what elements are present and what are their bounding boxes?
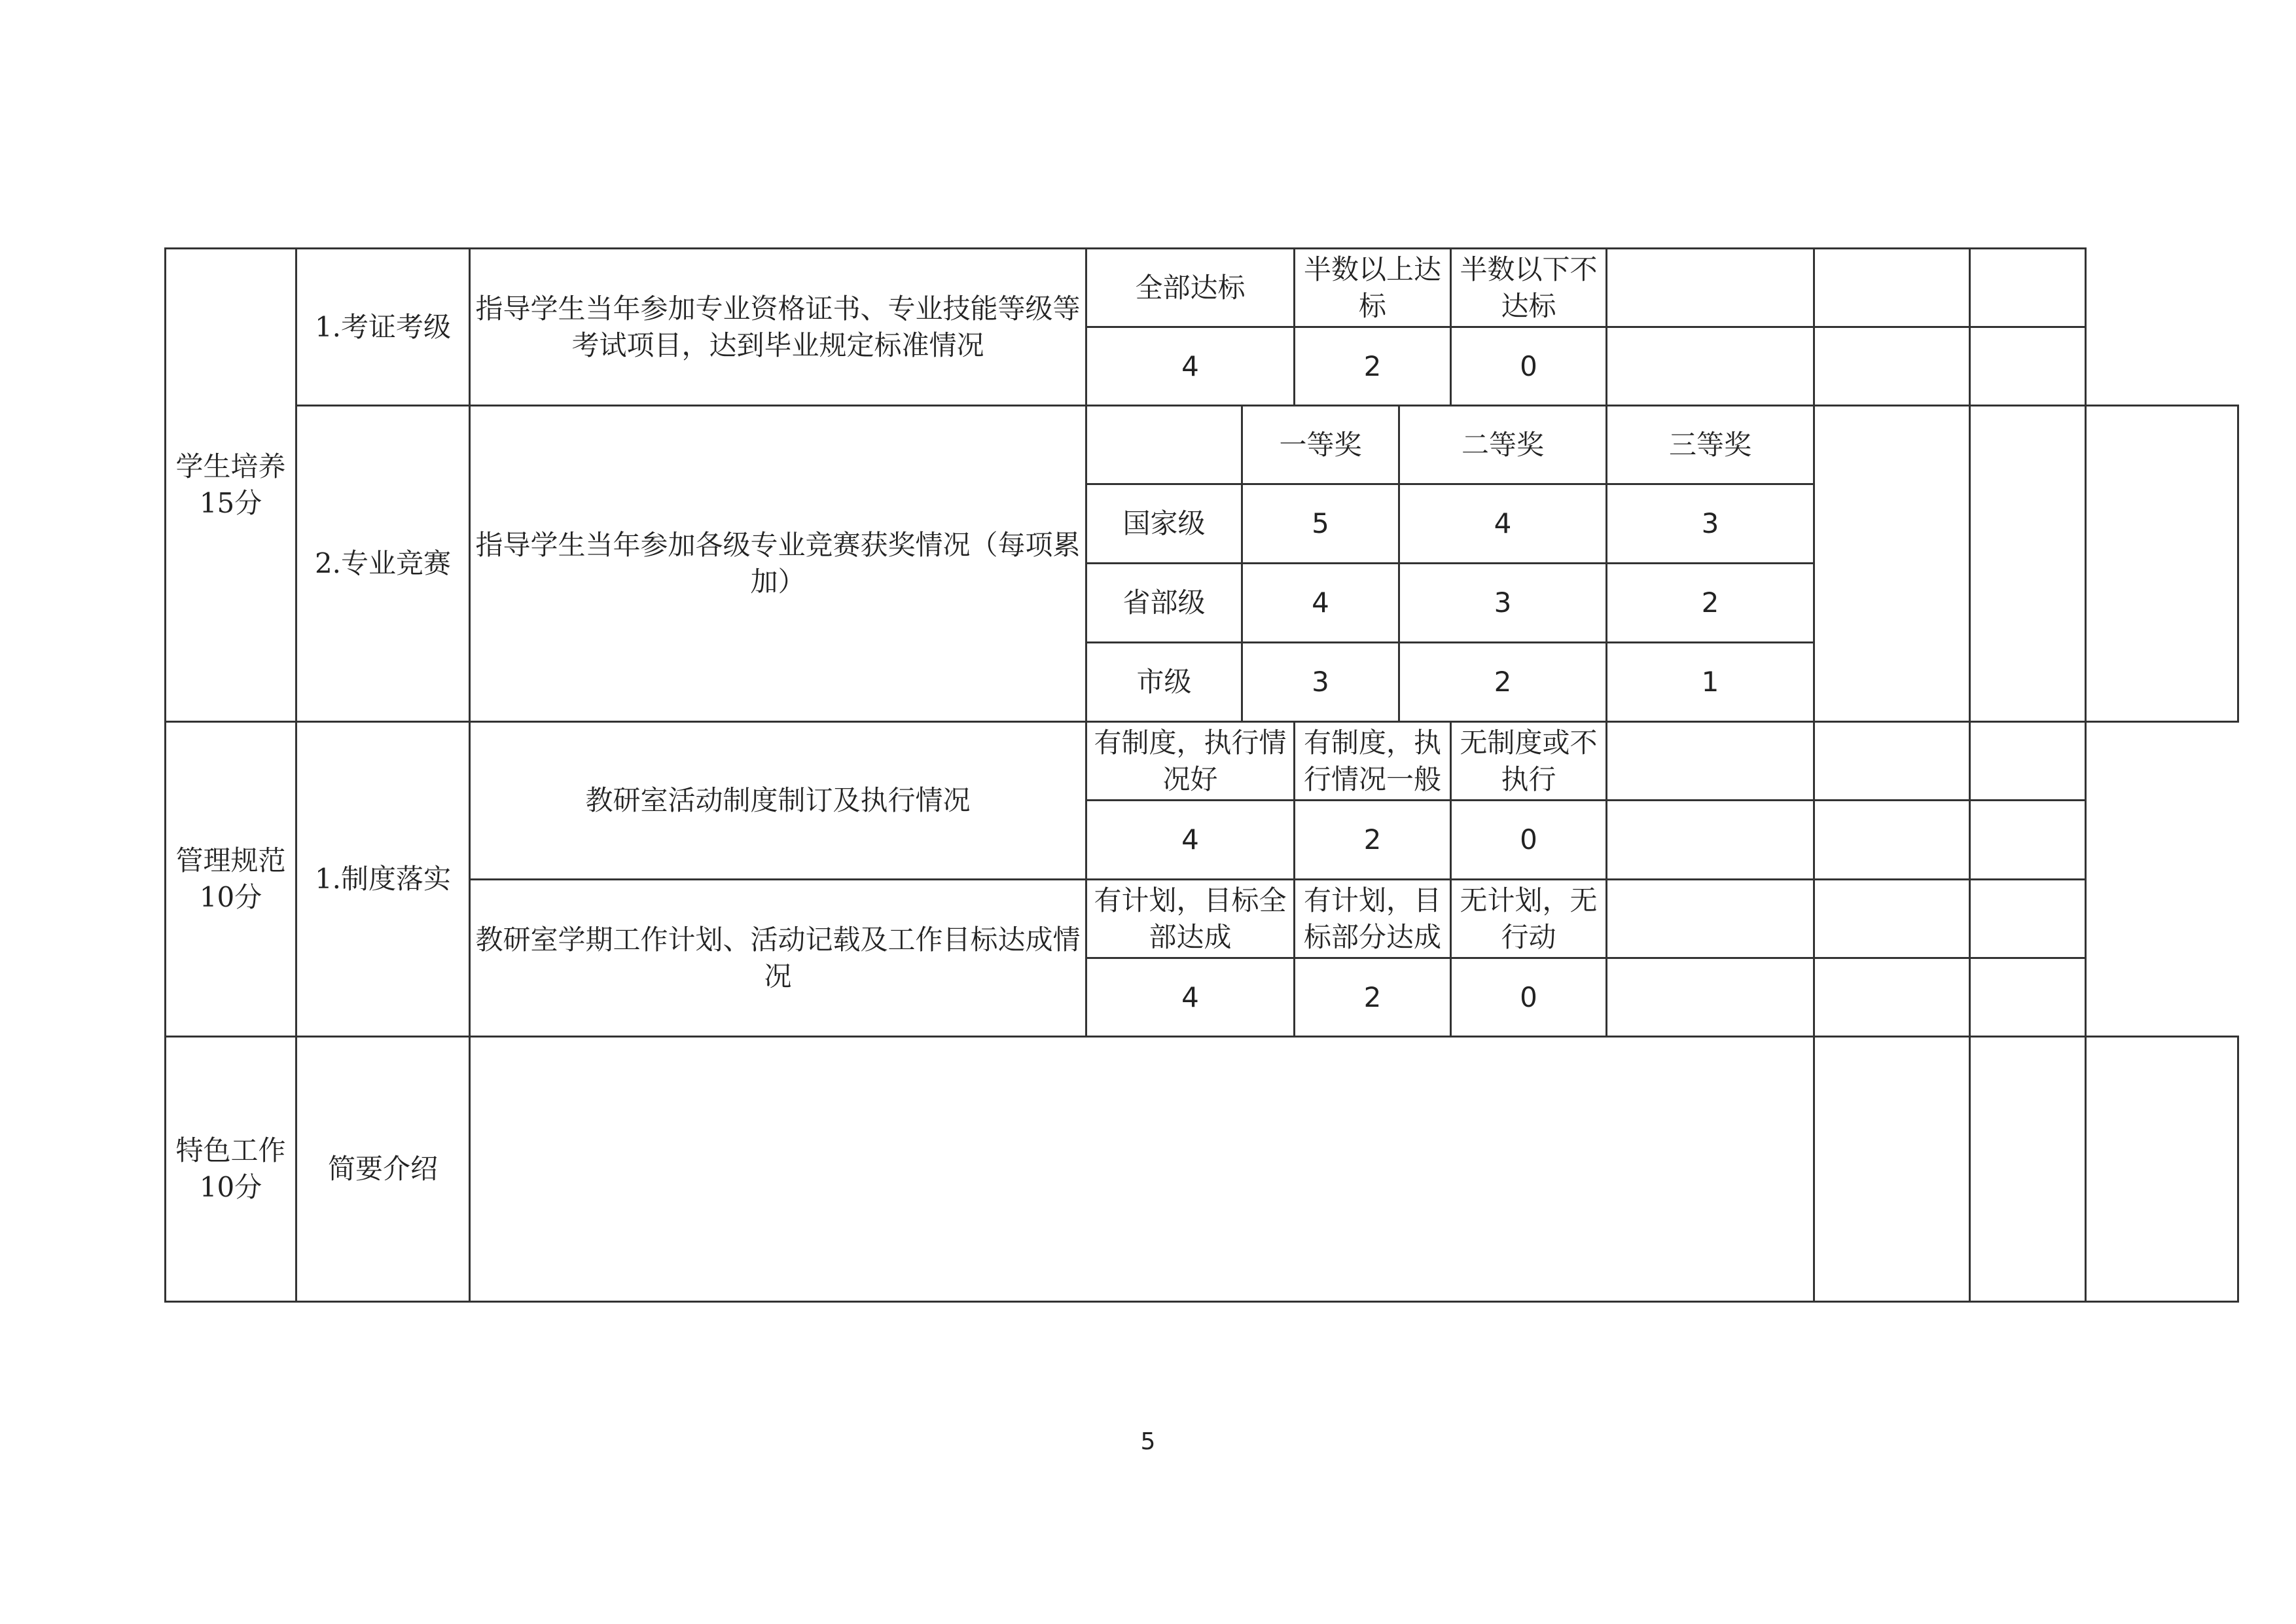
level-cell: 有计划，目标全部达成 (1086, 880, 1295, 958)
blank-cell[interactable] (1970, 958, 2086, 1037)
blank-cell[interactable] (1607, 327, 1814, 406)
award-cell: 二等奖 (1399, 406, 1607, 484)
blank-cell[interactable] (1607, 801, 1814, 880)
score-cell: 0 (1451, 327, 1607, 406)
blank-cell[interactable] (1814, 1037, 1970, 1302)
blank-cell[interactable] (2086, 406, 2238, 722)
subitem-cell: 1.考证考级 (296, 249, 470, 406)
category-cell: 管理规范10分 (166, 722, 296, 1037)
level-header-cell (1086, 406, 1242, 484)
blank-cell[interactable] (1607, 722, 1814, 801)
page-number: 5 (1140, 1428, 1156, 1455)
level-label-cell: 省部级 (1086, 564, 1242, 643)
description-cell: 指导学生当年参加专业资格证书、专业技能等级等考试项目，达到毕业规定标准情况 (470, 249, 1086, 406)
score-cell: 0 (1451, 958, 1607, 1037)
level-cell: 有制度，执行情况好 (1086, 722, 1295, 801)
level-cell: 无计划，无行动 (1451, 880, 1607, 958)
score-cell: 4 (1086, 327, 1295, 406)
table-row (166, 1037, 2238, 1302)
score-cell: 1 (1607, 643, 1814, 722)
level-label-cell: 国家级 (1086, 484, 1242, 564)
subitem-cell: 2.专业竞赛 (296, 406, 470, 722)
blank-cell[interactable] (1814, 880, 1970, 958)
score-cell: 2 (1295, 327, 1451, 406)
blank-cell[interactable] (1814, 406, 1970, 722)
score-cell: 2 (1399, 643, 1607, 722)
level-cell: 有制度，执行情况一般 (1295, 722, 1451, 801)
level-cell: 全部达标 (1086, 249, 1295, 327)
score-cell: 2 (1295, 801, 1451, 880)
score-cell: 4 (1399, 484, 1607, 564)
evaluation-table (164, 247, 2239, 1303)
blank-cell[interactable] (1814, 801, 1970, 880)
blank-cell[interactable] (1970, 880, 2086, 958)
score-cell: 4 (1242, 564, 1399, 643)
table-row (166, 722, 2238, 801)
level-cell: 有计划，目标部分达成 (1295, 880, 1451, 958)
blank-cell[interactable] (1970, 722, 2086, 801)
blank-cell[interactable] (1607, 880, 1814, 958)
score-cell: 3 (1607, 484, 1814, 564)
description-cell: 教研室学期工作计划、活动记载及工作目标达成情况 (470, 880, 1086, 1037)
description-cell: 指导学生当年参加各级专业竞赛获奖情况（每项累加） (470, 406, 1086, 722)
blank-cell[interactable] (1970, 1037, 2086, 1302)
score-cell: 4 (1086, 801, 1295, 880)
subitem-cell: 1.制度落实 (296, 722, 470, 1037)
level-label-cell: 市级 (1086, 643, 1242, 722)
subitem-cell: 简要介绍 (296, 1037, 470, 1302)
description-cell: 教研室活动制度制订及执行情况 (470, 722, 1086, 880)
introduction-field[interactable] (470, 1037, 1814, 1302)
blank-cell[interactable] (1814, 327, 1970, 406)
blank-cell[interactable] (1814, 722, 1970, 801)
level-cell: 半数以下不达标 (1451, 249, 1607, 327)
score-cell: 2 (1607, 564, 1814, 643)
score-cell: 4 (1086, 958, 1295, 1037)
blank-cell[interactable] (1970, 327, 2086, 406)
blank-cell[interactable] (1970, 249, 2086, 327)
score-cell: 5 (1242, 484, 1399, 564)
score-cell: 3 (1399, 564, 1607, 643)
table-row (166, 249, 2238, 327)
table-row (166, 880, 2238, 958)
blank-cell[interactable] (2086, 1037, 2238, 1302)
blank-cell[interactable] (1970, 406, 2086, 722)
blank-cell[interactable] (1970, 801, 2086, 880)
score-cell: 2 (1295, 958, 1451, 1037)
award-cell: 三等奖 (1607, 406, 1814, 484)
blank-cell[interactable] (1607, 958, 1814, 1037)
blank-cell[interactable] (1814, 958, 1970, 1037)
score-cell: 0 (1451, 801, 1607, 880)
blank-cell[interactable] (1814, 249, 1970, 327)
blank-cell[interactable] (1607, 249, 1814, 327)
category-cell: 特色工作10分 (166, 1037, 296, 1302)
table-row (166, 406, 2238, 484)
award-cell: 一等奖 (1242, 406, 1399, 484)
level-cell: 半数以上达标 (1295, 249, 1451, 327)
score-cell: 3 (1242, 643, 1399, 722)
category-cell: 学生培养15分 (166, 249, 296, 722)
level-cell: 无制度或不执行 (1451, 722, 1607, 801)
